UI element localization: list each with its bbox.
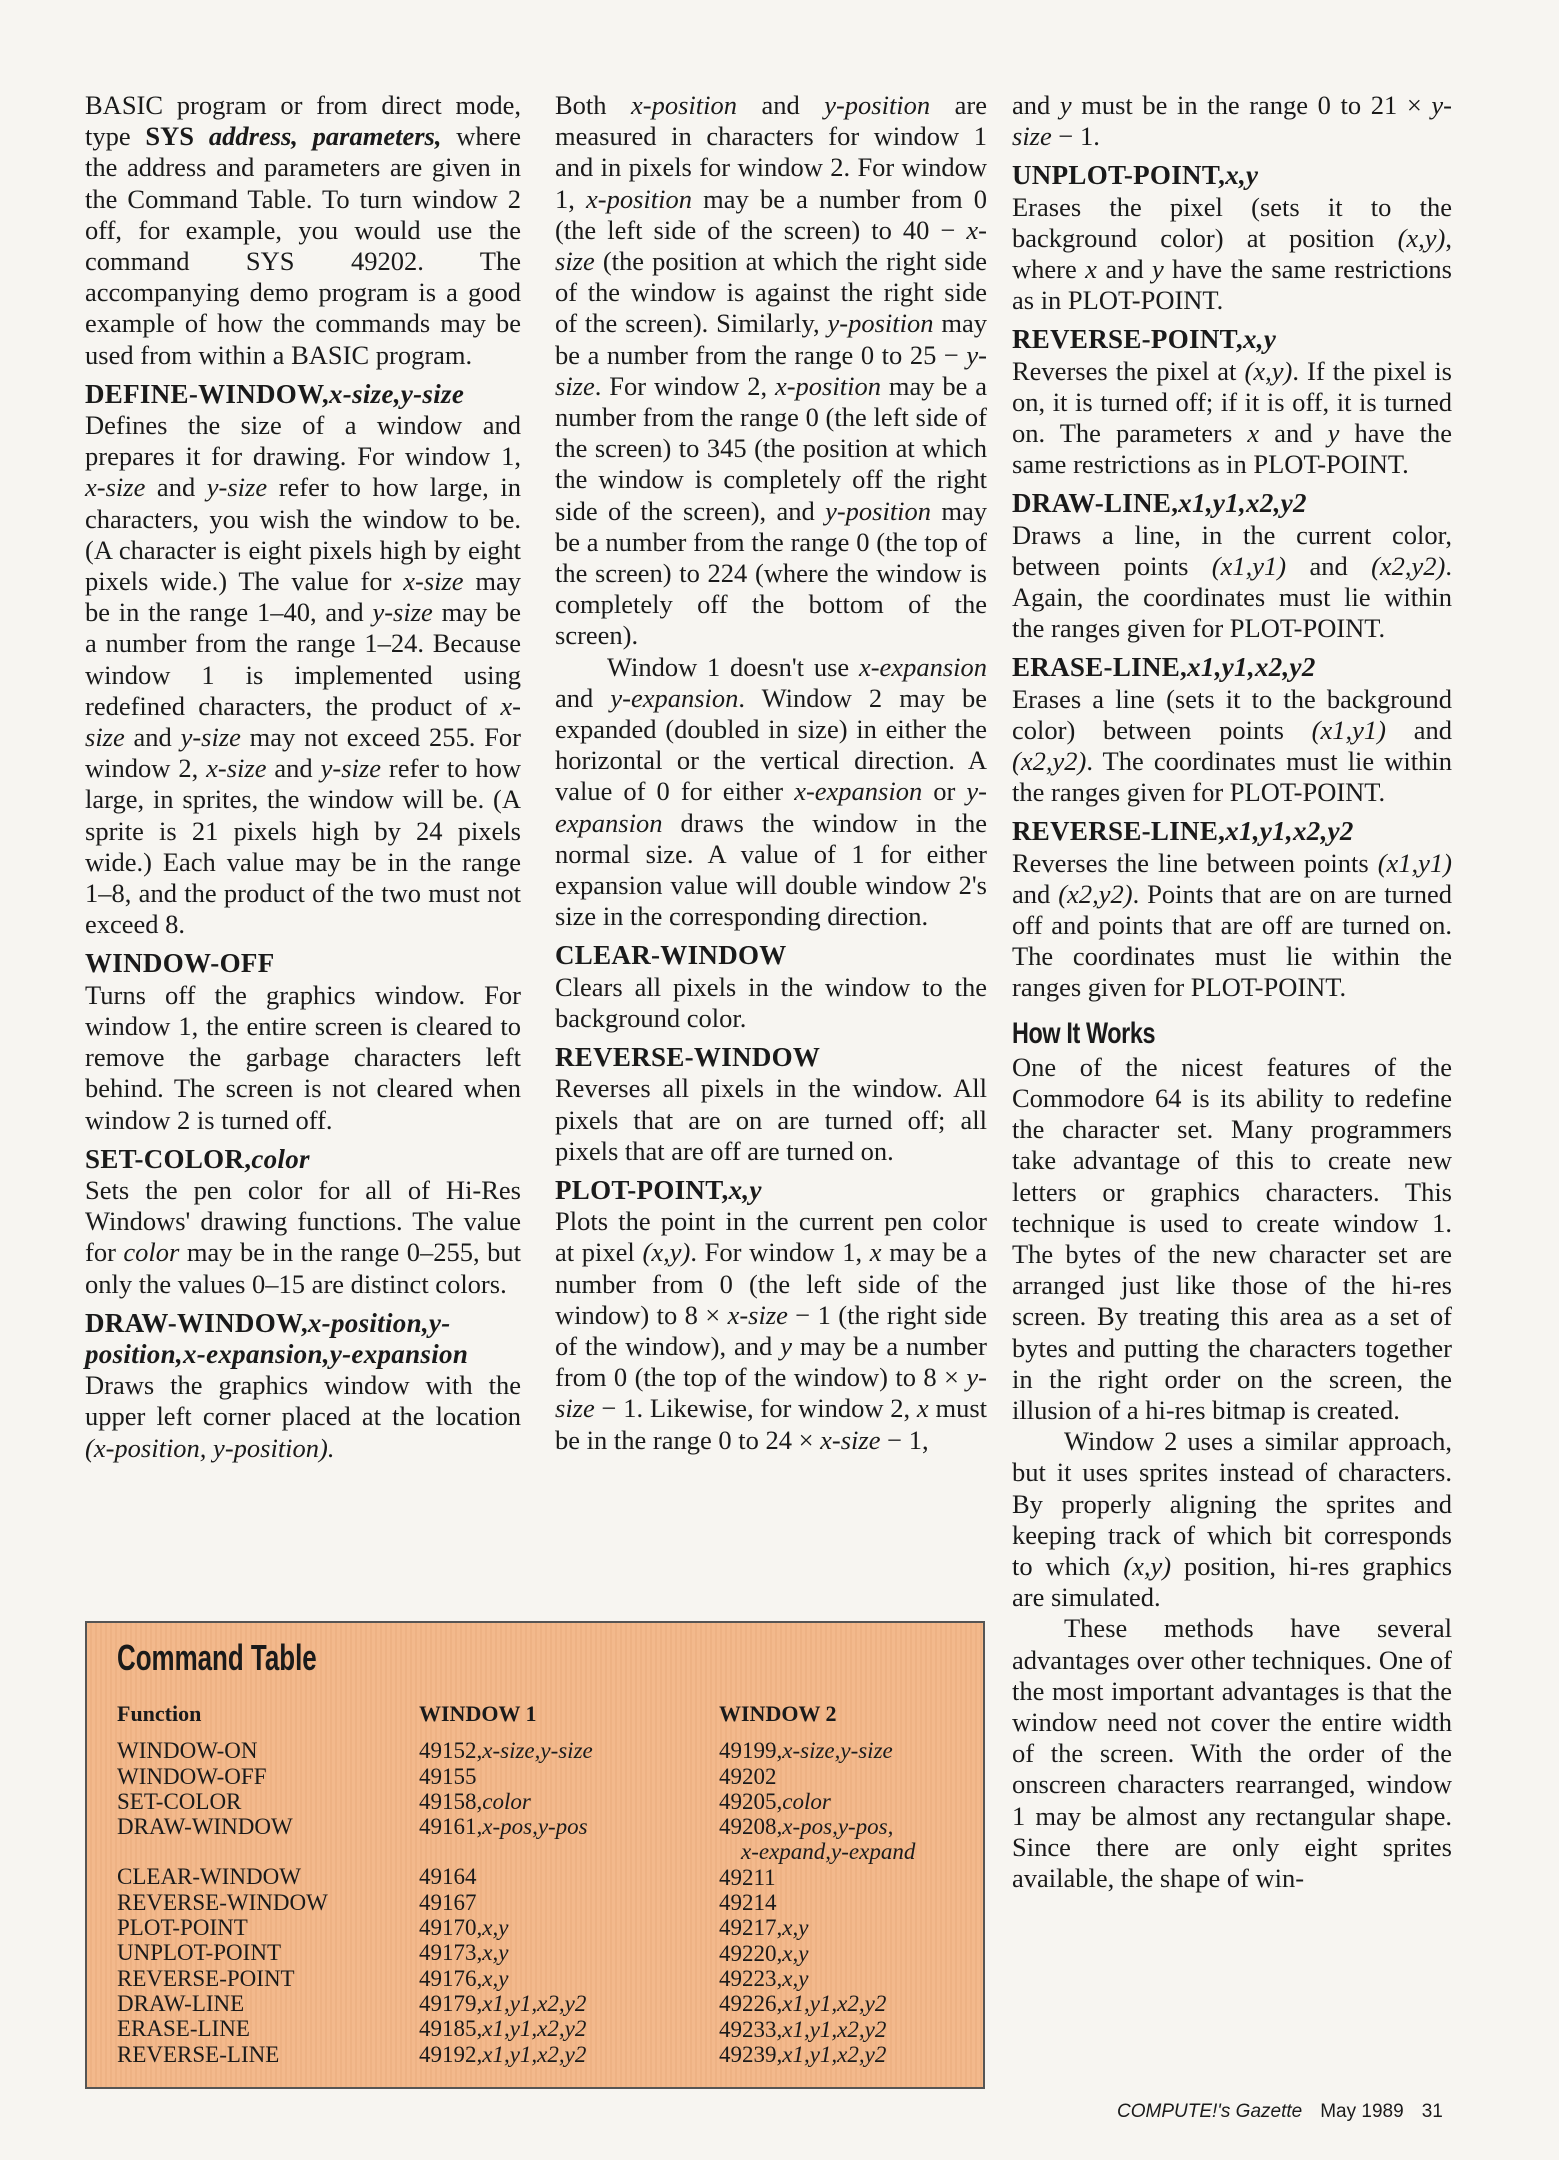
- command-heading: [85, 1144, 521, 1175]
- emphasis-text: x: [916, 1393, 929, 1424]
- emphasis-text: y-position: [825, 495, 932, 526]
- function-name: REVERSE-POINT: [117, 1965, 295, 1991]
- text-run: How It Works: [1012, 1016, 1156, 1050]
- emphasis-text: y-position: [824, 90, 931, 120]
- parameters: x1,y1,x2,y2: [482, 1990, 587, 2016]
- paragraph: [1012, 356, 1452, 481]
- article-column-3: [1012, 90, 1452, 1894]
- table-cell: [419, 2042, 593, 2067]
- function-name: WINDOW-OFF: [117, 1763, 267, 1789]
- text-run: may be a number from the range 1–24. Because window 1 is implemented using redefined characters, the product of: [85, 597, 521, 721]
- parameters: x,y: [482, 1915, 509, 1941]
- text-run: Defines the size of a window and prepares it for drawing. For window 1,: [85, 410, 521, 472]
- emphasis-text: y-size: [1012, 90, 1452, 152]
- command-heading: [555, 1175, 987, 1206]
- table-cell: [719, 2017, 915, 2042]
- table-cell: [719, 1941, 915, 1966]
- text-run: Both: [555, 90, 631, 120]
- text-run: Window 2 uses a similar approach, but it uses sprites instead of characters. By properly aligning the sprites and keeping track of which bit corresponds to which: [1012, 1426, 1452, 1581]
- table-cell: [719, 1865, 915, 1890]
- function-name: REVERSE-WINDOW: [117, 1889, 328, 1915]
- paragraph: [85, 410, 521, 940]
- paragraph: [1012, 848, 1452, 1004]
- text-run: have the same restrictions as in PLOT-POINT.: [1012, 254, 1452, 316]
- text-run: and: [145, 472, 207, 503]
- function-name: SET-COLOR: [117, 1788, 242, 1814]
- parameters: x,y: [482, 1965, 509, 1991]
- text-run: WINDOW-OFF: [85, 948, 275, 979]
- text-run: and: [1385, 714, 1452, 745]
- emphasis-text: (x1,y1): [1311, 714, 1386, 745]
- emphasis-text: x,y: [1242, 324, 1277, 355]
- emphasis-text: (x,y): [1244, 355, 1293, 386]
- address: 49176,: [419, 1965, 483, 1991]
- paragraph: [85, 980, 521, 1136]
- emphasis-text: x-position: [631, 90, 737, 120]
- emphasis-text: x-size: [206, 753, 267, 784]
- emphasis-text: x-size: [85, 690, 521, 753]
- emphasis-text: y-size: [180, 722, 241, 753]
- header-window-1: WINDOW 1: [419, 1701, 537, 1726]
- text-run: may be a number from 0 (the left side of the screen) to 40 −: [555, 183, 987, 245]
- text-run: These methods have several advantages over other techniques. One of the most important advantages is that the window need not cover the entire width of the screen. With the order of the onscreen characters rearranged, window 1 may be almost any rectangular shape. Since there are only eight sprites available, the shape of win-: [1012, 1613, 1452, 1893]
- table-cell: [719, 1966, 915, 1991]
- paragraph: [1012, 1052, 1452, 1426]
- text-run: REVERSE-POINT,: [1012, 324, 1243, 355]
- parameters: x1,y1,x2,y2: [782, 2016, 887, 2042]
- text-run: . Window 2 may be expanded (doubled in size) in either the horizontal or the vertical direction. A value of 0 for either: [555, 682, 988, 807]
- function-name: WINDOW-ON: [117, 1738, 258, 1764]
- text-run: . The coordinates must lie within the ranges given for PLOT-POINT.: [1012, 746, 1452, 808]
- text-run: and: [1259, 418, 1328, 449]
- table-cell: [719, 1915, 915, 1940]
- paragraph: [85, 90, 521, 371]
- emphasis-text: x-size,y-size: [328, 378, 465, 409]
- function-name: UNPLOT-POINT: [117, 1940, 281, 1966]
- text-run: SET-COLOR,: [85, 1143, 252, 1174]
- table-cell: [719, 2042, 915, 2067]
- text-run: may not exceed 255. For window 2,: [85, 722, 521, 784]
- emphasis-text: (x,y): [1397, 222, 1446, 253]
- emphasis-text: (x1,y1): [1377, 847, 1452, 878]
- emphasis-text: (x,y): [1123, 1550, 1172, 1581]
- emphasis-text: y: [780, 1330, 792, 1361]
- function-name: PLOT-POINT: [117, 1915, 248, 1941]
- text-run: ERASE-LINE,: [1012, 652, 1188, 683]
- address: 49164: [419, 1864, 477, 1890]
- parameters-continued: x-expand,y-expand: [741, 1839, 916, 1865]
- emphasis-text: y-size: [320, 753, 381, 784]
- text-run: Reverses the line between points: [1012, 847, 1378, 878]
- text-run: CLEAR-WINDOW: [555, 940, 787, 971]
- article-column-2: [555, 90, 987, 1456]
- emphasis-text: x-position: [774, 370, 881, 401]
- function-name: DRAW-LINE: [117, 1990, 245, 2016]
- function-name: DRAW-WINDOW: [117, 1814, 293, 1840]
- text-run: . For window 1,: [690, 1237, 870, 1268]
- text-run: draws the window in the normal size. A value of 1 for either expansion value will double window 2's size in the corresponding direction.: [555, 807, 987, 932]
- emphasis-text: (x2,y2): [1058, 878, 1133, 909]
- table-cell: [419, 1915, 593, 1940]
- text-run: and: [1096, 254, 1152, 285]
- emphasis-text: y: [1152, 254, 1164, 285]
- paragraph: [1012, 520, 1452, 645]
- text-run: DEFINE-WINDOW,: [85, 378, 329, 409]
- text-run: refer to how large, in sprites, the window will be. (A sprite is 21 pixels high by 24 pixels wide.) Each value may be in the range 1–8, and the product of the two must not exceed 8.: [85, 753, 522, 940]
- emphasis-text: x1,y1,x2,y2: [1187, 652, 1316, 683]
- parameters: x1,y1,x2,y2: [482, 2041, 587, 2067]
- address: 49226,: [719, 1991, 783, 2017]
- address: 49199,: [719, 1738, 783, 1764]
- command-heading: [1012, 652, 1452, 683]
- text-run: have the same restrictions as in PLOT-POINT.: [1012, 418, 1452, 480]
- command-heading: [1012, 488, 1452, 519]
- table-cell: [419, 1966, 593, 1991]
- text-run: UNPLOT-POINT,: [1012, 160, 1226, 191]
- parameters: x,y: [782, 1915, 809, 1941]
- emphasis-text: y-size: [206, 472, 268, 503]
- emphasis-text: (x1,y1): [1211, 550, 1287, 581]
- table-cell: [419, 1738, 593, 1763]
- text-run: Turns off the graphics window. For window 1, the entire screen is cleared to remove the garbage characters left behind. The screen is not cleared when window 2 is turned off.: [85, 979, 521, 1135]
- emphasis-text: x: [1247, 418, 1260, 449]
- emphasis-text: x-size: [85, 472, 146, 503]
- header-window-2: WINDOW 2: [719, 1701, 837, 1726]
- address: 49223,: [719, 1965, 783, 1991]
- parameters: x1,y1,x2,y2: [782, 1991, 887, 2017]
- text-run: and: [124, 722, 181, 753]
- text-run: . For window 2,: [594, 370, 775, 401]
- emphasis-text: x: [1085, 254, 1097, 285]
- address: 49152,: [419, 1738, 483, 1764]
- command-heading: [1012, 160, 1452, 191]
- emphasis-text: y-expansion: [610, 682, 739, 713]
- emphasis-text: x1,y1,x2,y2: [1178, 488, 1307, 519]
- text-run: position, hi-res graphics are simulated.: [1012, 1550, 1453, 1613]
- text-run: − 1. Likewise, for window 2,: [594, 1393, 917, 1424]
- emphasis-text: x-size: [555, 214, 987, 277]
- parameters: x,y: [482, 1940, 509, 1966]
- text-run: or: [922, 776, 967, 807]
- emphasis-text: x-position,y-position,x-expansion,y-expansion: [85, 1307, 469, 1369]
- parameters: x1,y1,x2,y2: [782, 2041, 887, 2067]
- paragraph: [1012, 90, 1452, 152]
- function-name: REVERSE-LINE: [117, 2041, 280, 2067]
- function-name: CLEAR-WINDOW: [117, 1864, 301, 1890]
- text-run: and: [1012, 878, 1059, 909]
- page-number: 31: [1421, 2101, 1443, 2122]
- table-cell: [719, 1814, 915, 1839]
- text-run: may be in the range 0–255, but only the values 0–15 are distinct colors.: [85, 1237, 521, 1299]
- text-run: − 1.: [1051, 121, 1100, 152]
- table-cell: [419, 1991, 593, 2016]
- emphasis-text: SYS: [145, 121, 209, 152]
- paragraph: [85, 1370, 521, 1464]
- text-run: Erases a line (sets it to the background color) between points: [1012, 683, 1452, 745]
- text-run: must be in the range 0 to 24 ×: [555, 1393, 987, 1455]
- parameters: x-pos,y-pos: [482, 1814, 588, 1840]
- table-cell: [719, 1764, 915, 1789]
- command-heading: [555, 940, 987, 971]
- text-run: and: [1286, 550, 1372, 581]
- emphasis-text: y-size: [555, 339, 987, 401]
- emphasis-text: y-size: [555, 1362, 987, 1424]
- header-function: Function: [117, 1701, 202, 1726]
- text-run: Draws a line, in the current color, between points: [1012, 519, 1452, 581]
- text-run: may be a number from the range 0 (the left side of the screen) to 345 (the position at which the window is completely off the right side of the screen), and: [555, 370, 987, 526]
- text-run: − 1 (the right side of the window), and: [555, 1299, 987, 1361]
- parameters: x-size,y-size: [482, 1738, 593, 1764]
- text-run: Sets the pen color for all of Hi-Res Windows' drawing functions. The value for: [85, 1174, 521, 1268]
- emphasis-text: x,y: [1225, 160, 1259, 191]
- text-run: and: [555, 682, 611, 713]
- emphasis-text: x1,y1,x2,y2: [1225, 816, 1354, 847]
- text-run: Clears all pixels in the window to the background color.: [555, 971, 987, 1033]
- section-heading: [1012, 1016, 1355, 1052]
- address: 49202: [719, 1763, 777, 1789]
- emphasis-text: y: [1327, 418, 1340, 449]
- emphasis-text: (x2,y2): [1012, 746, 1087, 777]
- emphasis-text: x,y: [728, 1174, 762, 1205]
- text-run: Plots the point in the current pen color at pixel: [555, 1206, 987, 1268]
- paragraph: [1012, 1426, 1452, 1613]
- emphasis-text: x-expansion: [858, 651, 987, 682]
- function-name: ERASE-LINE: [117, 2016, 250, 2042]
- text-run: (the position at which the right side of the window is against the right side of the screen). Similarly,: [555, 246, 987, 339]
- text-run: REVERSE-WINDOW: [555, 1042, 821, 1073]
- address: 49233,: [719, 2016, 783, 2042]
- command-heading: [85, 948, 521, 979]
- emphasis-text: x-size: [403, 566, 464, 597]
- table-cell: [419, 1940, 593, 1965]
- address: 49214: [719, 1890, 777, 1916]
- text-run: Reverses the pixel at: [1012, 355, 1245, 386]
- article-column-1: [85, 90, 521, 1464]
- paragraph: [1012, 684, 1452, 809]
- table-cell: [419, 1814, 593, 1839]
- address: 49205,: [719, 1788, 783, 1814]
- table-cell: [419, 1764, 593, 1789]
- emphasis-text: address, parameters,: [208, 121, 442, 152]
- parameters: x1,y1,x2,y2: [482, 2016, 587, 2042]
- emphasis-text: x-expansion: [794, 776, 923, 807]
- text-run: REVERSE-LINE,: [1012, 816, 1226, 847]
- text-run: and: [1012, 90, 1060, 120]
- paragraph: [555, 90, 987, 652]
- text-run: refer to how large, in characters, you wish the window to be. (A character is eight pixels high by eight pixels wide.) The value for: [85, 472, 522, 597]
- parameters: x,y: [782, 1940, 809, 1966]
- command-heading: [1012, 324, 1452, 355]
- text-run: and: [737, 90, 825, 120]
- address: 49170,: [419, 1915, 483, 1941]
- table-cell: [719, 1738, 915, 1763]
- table-cell: [419, 1890, 593, 1915]
- command-heading: [85, 1308, 521, 1370]
- command-table: [85, 1621, 985, 2089]
- address: 49211: [719, 1864, 776, 1890]
- table-cell: [419, 1864, 593, 1889]
- text-run: DRAW-LINE,: [1012, 488, 1179, 519]
- magazine-name: COMPUTE!'s Gazette: [1117, 2101, 1303, 2122]
- address: 49192,: [419, 2041, 483, 2067]
- command-table-title: Command Table: [117, 1637, 317, 1678]
- address: 49161,: [419, 1814, 483, 1840]
- paragraph: [85, 1175, 521, 1300]
- table-cell: [719, 1789, 915, 1814]
- text-run: are measured in characters for window 1 and in pixels for window 2. For window 1,: [555, 90, 987, 214]
- text-run: may be a number from the range 0 (the top of the screen) to 224 (where the window is completely off the bottom of the screen).: [555, 495, 987, 651]
- command-heading: [1012, 816, 1452, 847]
- table-cell: [419, 1789, 593, 1814]
- command-heading: [85, 379, 521, 410]
- address: 49167: [419, 1889, 477, 1915]
- text-run: Reverses all pixels in the window. All pixels that are on are turned off; all pixels that are off are turned on.: [555, 1073, 987, 1166]
- text-run: Window 1 doesn't use: [607, 651, 859, 682]
- table-cell: [719, 1890, 915, 1915]
- parameters: color: [482, 1788, 531, 1814]
- text-run: − 1,: [880, 1424, 929, 1455]
- address: 49155: [419, 1763, 477, 1789]
- text-run: PLOT-POINT,: [555, 1174, 729, 1205]
- emphasis-text: (x,y): [642, 1237, 691, 1268]
- address: 49217,: [719, 1915, 783, 1941]
- emphasis-text: x-position: [586, 183, 693, 214]
- parameters: x-size,y-size: [782, 1738, 893, 1764]
- text-run: may be in the range 1–40, and: [85, 566, 521, 628]
- text-run: . Again, the coordinates must lie within the ranges given for PLOT-POINT.: [1012, 550, 1452, 644]
- issue-date: May 1989: [1320, 2101, 1404, 2122]
- text-run: , where: [1012, 222, 1452, 285]
- window1-column: [419, 1701, 593, 2067]
- text-run: may be a number from the range 0 to 25 −: [555, 308, 987, 370]
- parameters: color: [782, 1788, 831, 1814]
- address: 49179,: [419, 1990, 483, 2016]
- text-run: Draws the graphics window with the upper left corner placed at the location: [85, 1370, 521, 1432]
- emphasis-text: y-position: [827, 308, 934, 339]
- emphasis-text: y-expansion: [555, 776, 988, 838]
- text-run: may be a number from 0 (the left side of the window) to 8 ×: [555, 1237, 987, 1330]
- text-run: One of the nicest features of the Commodore 64 is its ability to redefine the character set. Many programmers take advantage of this to create new letters or graphics characters. This technique is used to create window 1. The bytes of the new character set are arranged just like those of the hi-res screen. By treating this area as a set of bytes and putting the characters together in the right order on the screen, the illusion of a hi-res bitmap is created.: [1012, 1051, 1452, 1425]
- paragraph: [555, 972, 987, 1034]
- text-run: . Points that are on are turned off and points that are off are turned on. The coordinates must lie within the ranges given for PLOT-POINT.: [1012, 878, 1452, 1003]
- paragraph: [1012, 192, 1452, 317]
- emphasis-text: y-size: [372, 597, 433, 628]
- emphasis-text: (x2,y2): [1371, 550, 1446, 581]
- emphasis-text: color: [251, 1143, 310, 1174]
- paragraph: [555, 1206, 987, 1456]
- text-run: where the address and parameters are given in the Command Table. To turn window 2 off, for example, you would use the command SYS 49202. The accompanying demo program is a good example of how the commands may be used from within a BASIC program.: [85, 121, 521, 370]
- emphasis-text: x-size: [727, 1299, 788, 1330]
- text-run: . If the pixel is on, it is turned off; if it is off, it is turned on. The parameters: [1012, 355, 1452, 449]
- address: 49185,: [419, 2016, 483, 2042]
- emphasis-text: x-size: [820, 1424, 881, 1455]
- paragraph: [1012, 1613, 1452, 1894]
- text-run: must be in the range 0 to 21 ×: [1071, 90, 1432, 120]
- page-footer: [1117, 2101, 1461, 2123]
- address: 49208,: [719, 1814, 783, 1840]
- text-run: DRAW-WINDOW,: [85, 1307, 308, 1338]
- emphasis-text: x: [869, 1237, 882, 1268]
- address: 49173,: [419, 1940, 483, 1966]
- window2-column: [719, 1701, 915, 2067]
- paragraph: [555, 652, 987, 933]
- emphasis-text: y: [1059, 90, 1072, 120]
- parameters: x-pos,y-pos,: [782, 1814, 894, 1840]
- text-run: Erases the pixel (sets it to the background color) at position: [1012, 191, 1452, 253]
- address: 49239,: [719, 2041, 783, 2067]
- function-column: [117, 1701, 328, 2067]
- table-cell: [419, 2016, 593, 2041]
- parameters: x,y: [782, 1965, 809, 1991]
- table-cell: [719, 1991, 915, 2016]
- address: 49158,: [419, 1788, 483, 1814]
- text-run: BASIC program or from direct mode, type: [85, 90, 521, 152]
- paragraph: [555, 1073, 987, 1167]
- emphasis-text: color: [123, 1237, 180, 1268]
- emphasis-text: (x-position, y-position).: [85, 1432, 335, 1463]
- command-heading: [555, 1042, 987, 1073]
- text-run: may be a number from 0 (the top of the window) to 8 ×: [555, 1330, 987, 1393]
- address: 49220,: [719, 1940, 783, 1966]
- text-run: and: [266, 753, 321, 784]
